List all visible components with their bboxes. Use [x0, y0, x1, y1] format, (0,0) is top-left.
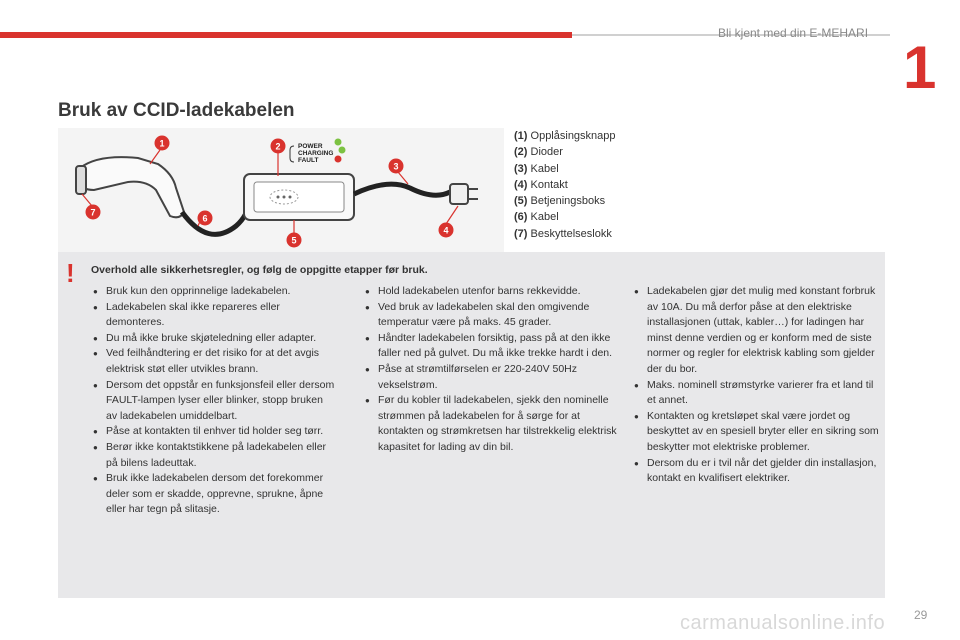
callout-5 [287, 233, 302, 248]
list-item: ● Dersom du er i tvil når det gjelder din installasjon, kontakt en kvalifisert elektriker. [632, 456, 882, 487]
legend-item: (5) Betjeningsboks [514, 195, 606, 208]
svg-text:4: 4 [443, 225, 449, 236]
page-number: 29 [914, 608, 928, 622]
list-item: ● Kontakten og kretsløpet skal være jordet og beskyttet av en spesiell bryter eller en sikring som beskytter mot elektriske problemer. [632, 409, 882, 456]
svg-text:3: 3 [393, 161, 399, 172]
list-item: ● Bruk ikke ladekabelen dersom det forekommer deler som er skadde, opprevne, sprukne, åpne eller har tegn på slitasje. [91, 471, 336, 518]
protective-cap [76, 166, 86, 194]
svg-text:5: 5 [291, 235, 297, 246]
callout-1 [155, 136, 170, 151]
callout-4 [439, 223, 454, 238]
chapter-title: Bli kjent med din E-MEHARI [718, 26, 869, 40]
led-fault [335, 156, 342, 163]
list-item: ● Ved feilhåndtering er det risiko for at det avgis elektrisk støt eller utvikles brann. [91, 346, 336, 377]
legend-item: (4) Kontakt [514, 178, 568, 191]
warning-column-2 [363, 284, 618, 456]
chapter-number: 1 [903, 34, 937, 101]
callout-7 [86, 205, 101, 220]
watermark: carmanualsonline.info [680, 612, 886, 634]
warning-icon: ! [66, 258, 75, 288]
list-item: ● Hold ladekabelen utenfor barns rekkevidde. [363, 284, 618, 300]
list-item: ● Du må ikke bruke skjøteledning eller adapter. [91, 331, 336, 347]
list-item: ● Dersom det oppstår en funksjonsfeil eller dersom FAULT-lampen lyser eller blinker, stopp bruken av ladekabelen umiddelbart. [91, 378, 336, 425]
svg-text:1: 1 [159, 138, 165, 149]
callout-6 [198, 211, 213, 226]
list-item: ● Bruk kun den opprinnelige ladekabelen. [91, 284, 336, 300]
warning-column-3 [632, 284, 882, 487]
legend-item: (2) Dioder [514, 146, 563, 159]
list-item: ● Berør ikke kontaktstikkene på ladekabelen eller på bilens ladeuttak. [91, 440, 336, 471]
legend-item: (3) Kabel [514, 162, 559, 175]
legend-item: (7) Beskyttelseslokk [514, 227, 612, 240]
warning-column-1 [91, 284, 336, 518]
warning-title: Overhold alle sikkerhetsregler, og følg de oppgitte etapper før bruk. [91, 264, 428, 276]
list-item: ● Ved bruk av ladekabelen skal den omgivende temperatur være på maks. 45 grader. [363, 300, 618, 331]
led-label-fault: FAULT [298, 157, 319, 164]
list-item: ● Påse at strømtilførselen er 220-240V 50Hz vekselstrøm. [363, 362, 618, 393]
svg-text:2: 2 [275, 141, 281, 152]
wall-plug [450, 184, 468, 204]
diagram-legend [514, 128, 616, 242]
header-accent-bar [0, 32, 572, 38]
charging-cable-diagram [58, 128, 504, 252]
led-power [335, 139, 342, 146]
page-title: Bruk av CCID-ladekabelen [58, 100, 295, 121]
svg-text:7: 7 [90, 207, 96, 218]
control-box-panel [254, 182, 344, 212]
callout-3 [389, 159, 404, 174]
led-label-power: POWER [298, 143, 323, 150]
callout-2 [271, 139, 286, 154]
list-item: ● Ladekabelen gjør det mulig med konstant forbruk av 10A. Du må derfor påse at den elektriske installasjonen (uttak, kabler…) for ladingen har minst denne verdien og er konform med de siste normer og regler for elektrisk kabling som gjelder der du bor. [632, 284, 882, 378]
led-label-charging: CHARGING [298, 150, 334, 157]
led-charging [339, 147, 346, 154]
legend-item: (6) Kabel [514, 211, 559, 224]
list-item: ● Påse at kontakten til enhver tid holder seg tørr. [91, 424, 336, 440]
list-item: ● Ladekabelen skal ikke repareres eller demonteres. [91, 300, 336, 331]
list-item: ● Håndter ladekabelen forsiktig, pass på at den ikke faller ned på gulvet. Du må ikke trekke hardt i den. [363, 331, 618, 362]
legend-item: (1) Opplåsingsknapp [514, 130, 616, 142]
list-item: ● Før du kobler til ladekabelen, sjekk den nominelle strømmen på ladekabelen for å sørge for at kontakten og strømkretsen har tilstrekkelig elektrisk kapasitet for lading av din bil. [363, 393, 618, 455]
svg-text:6: 6 [202, 213, 208, 224]
list-item: ● Maks. nominell strømstyrke varierer fra et land til et annet. [632, 378, 882, 409]
